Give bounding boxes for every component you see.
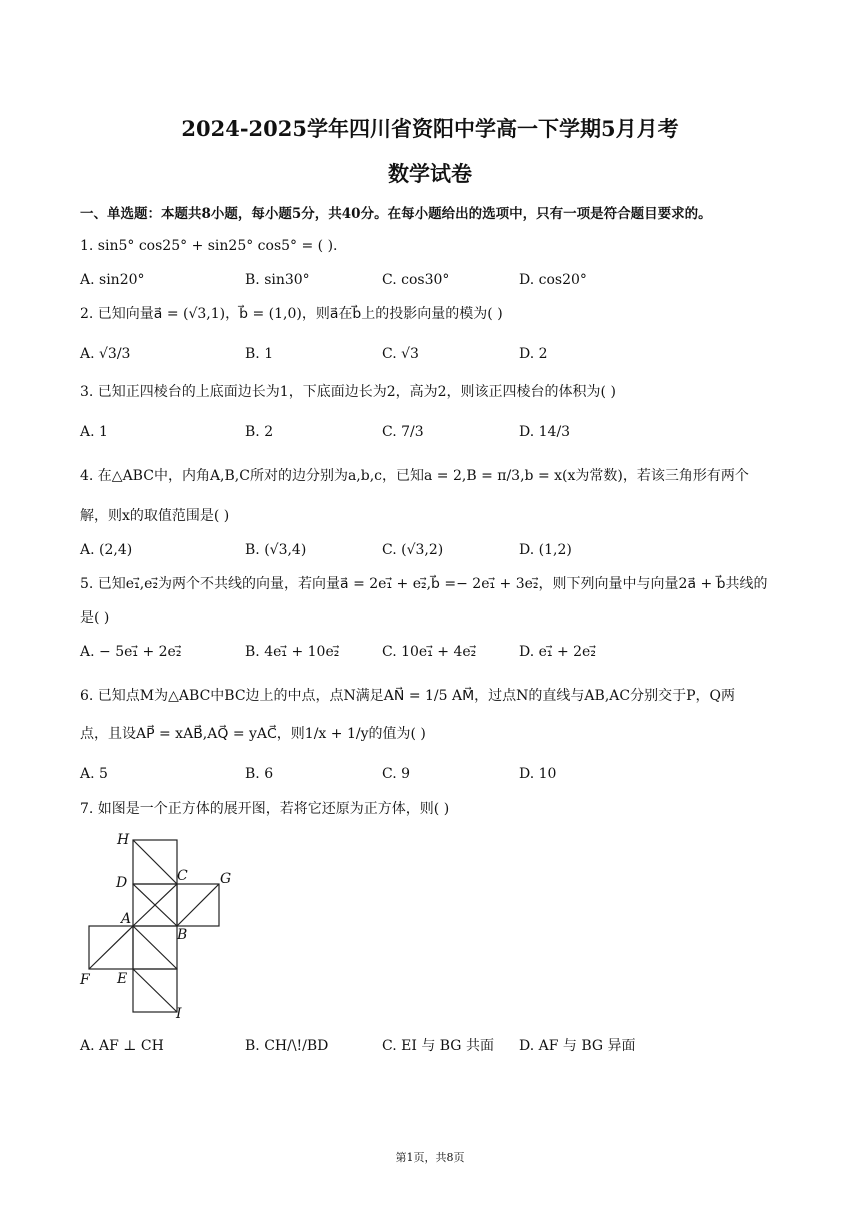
q1-option-d: D. cos20° [519,272,587,288]
page-subtitle: 数学试卷 [388,161,472,186]
label-i: I [176,1006,182,1022]
q6-option-b: B. 6 [245,766,274,782]
q2-option-a: A. √3/3 [80,346,131,362]
q1-option-a: A. sin20° [80,272,145,288]
q1-option-c: C. cos30° [382,272,450,288]
question-6-line-1: 6. 已知点M为△ABC中BC边上的中点，点N满足AN⃗ = 1/5 AM⃗，过点N的直线与AB,AC分别交于P，Q两 [80,688,735,704]
label-g: G [220,871,232,887]
q1-option-b: B. sin30° [245,272,310,288]
q2-option-c: C. √3 [382,346,419,362]
section-heading: 一、单选题：本题共8小题，每小题5分，共40分。在每小题给出的选项中，只有一项是符合题目要求的。 [80,206,712,222]
label-e: E [117,971,128,987]
question-4-line-2: 解，则x的取值范围是( ) [80,508,230,524]
diagonal-ab-lower [133,926,177,969]
cube-net-figure [70,825,250,1025]
diagonal-ei [133,969,177,1012]
q6-option-d: D. 10 [519,766,557,782]
q4-option-b: B. (√3,4) [245,542,307,558]
label-a: A [121,911,132,927]
label-h: H [117,832,130,848]
diagonal-bg [177,884,219,926]
q6-option-c: C. 9 [382,766,411,782]
page-title: 2024-2025学年四川省资阳中学高一下学期5月月考 [181,116,679,141]
question-4-line-1: 4. 在△ABC中，内角A,B,C所对的边分别为a,b,c，已知a = 2,B = π/3,b = x(x为常数)，若该三角形有两个 [80,468,749,484]
q5-option-a: A. − 5e₁⃗ + 2e₂⃗ [80,644,182,660]
q7-option-d: D. AF 与 BG 异面 [519,1038,636,1054]
q4-option-d: D. (1,2) [519,542,572,558]
q7-option-b: B. CH/\!/BD [245,1038,329,1054]
q3-option-d: D. 14/3 [519,424,571,440]
label-f: F [80,972,90,988]
question-1: 1. sin5° cos25° + sin25° cos5° = ( ). [80,238,338,254]
label-b: B [177,927,188,943]
label-d: D [116,875,128,891]
q3-option-c: C. 7/3 [382,424,424,440]
question-5-line-2: 是( ) [80,610,110,626]
question-6-line-2: 点，且设AP⃗ = xAB⃗,AQ⃗ = yAC⃗，则1/x + 1/y的值为( ) [80,726,426,742]
q3-option-a: A. 1 [80,424,108,440]
q4-option-c: C. (√3,2) [382,542,444,558]
q6-option-a: A. 5 [80,766,108,782]
question-7: 7. 如图是一个正方体的展开图，若将它还原为正方体，则( ) [80,801,450,817]
q5-option-b: B. 4e₁⃗ + 10e₂⃗ [245,644,340,660]
question-3: 3. 已知正四棱台的上底面边长为1，下底面边长为2，高为2，则该正四棱台的体积为( ) [80,384,616,400]
q2-option-d: D. 2 [519,346,548,362]
page-footer: 第1页，共8页 [395,1151,465,1164]
q5-option-c: C. 10e₁⃗ + 4e₂⃗ [382,644,477,660]
q2-option-b: B. 1 [245,346,274,362]
q3-option-b: B. 2 [245,424,274,440]
q5-option-d: D. e₁⃗ + 2e₂⃗ [519,644,596,660]
diagonal-af [89,926,133,969]
q4-option-a: A. (2,4) [80,542,133,558]
diagonal-hc [133,840,177,884]
label-c: C [177,868,188,884]
question-5-line-1: 5. 已知e₁⃗,e₂⃗为两个不共线的向量，若向量a⃗ = 2e₁⃗ + e₂⃗,b⃗ =− 2e₁⃗ + 3e₂⃗，则下列向量中与向量2a⃗ + b⃗共线的 [80,576,768,592]
q7-option-a: A. AF ⊥ CH [80,1038,164,1054]
q7-option-c: C. EI 与 BG 共面 [382,1038,494,1054]
question-2: 2. 已知向量a⃗ = (√3,1)，b⃗ = (1,0)，则a⃗在b⃗上的投影向量的模为( ) [80,306,503,322]
